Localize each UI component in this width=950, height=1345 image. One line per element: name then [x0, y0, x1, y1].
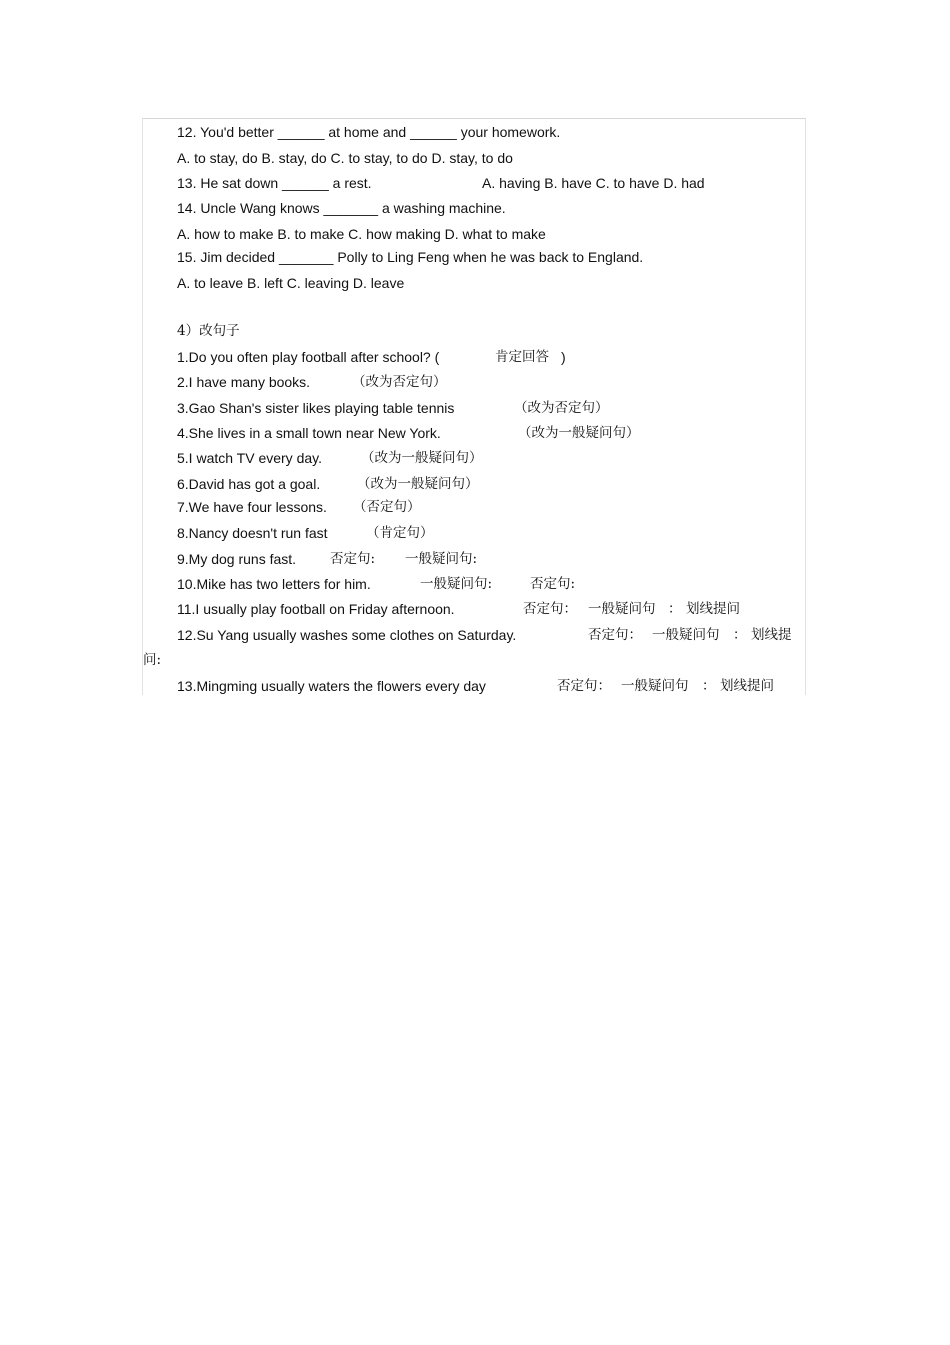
section-title: 4）改句子 [177, 323, 240, 339]
sentence-5: 5.I watch TV every day. [177, 450, 322, 466]
question-13-options: A. having B. have C. to have D. had [482, 175, 705, 191]
sentence-6-hint: （改为一般疑问句） [357, 476, 479, 492]
question-15-options: A. to leave B. left C. leaving D. leave [177, 275, 405, 291]
sentence-11-question: 一般疑问句 [588, 601, 656, 617]
sentence-12-question: 一般疑问句 [652, 627, 720, 643]
sentence-2-hint: （改为否定句） [352, 374, 447, 390]
sentence-8: 8.Nancy doesn't run fast [177, 525, 328, 541]
sentence-8-hint: （肯定句） [366, 525, 434, 541]
sentence-9: 9.My dog runs fast. [177, 551, 297, 567]
sentence-11-sep: ： [668, 601, 682, 617]
sentence-10: 10.Mike has two letters for him. [177, 576, 371, 592]
sentence-10-question: 一般疑问句: [420, 576, 493, 592]
sentence-4: 4.She lives in a small town near New York. [177, 425, 441, 441]
sentence-6: 6.David has got a goal. [177, 476, 321, 492]
sentence-13: 13.Mingming usually waters the flowers every day [177, 678, 486, 694]
sentence-7-hint: （否定句） [353, 499, 421, 515]
sentence-4-hint: （改为一般疑问句） [518, 425, 640, 441]
sentence-13-wh: 划线提问 [720, 678, 774, 694]
sentence-7: 7.We have four lessons. [177, 499, 327, 515]
sentence-13-sep: ： [702, 678, 716, 694]
sentence-2: 2.I have many books. [177, 374, 311, 390]
sentence-3: 3.Gao Shan's sister likes playing table tennis [177, 400, 455, 416]
question-13: 13. He sat down ______ a rest. [177, 175, 372, 191]
sentence-10-negative: 否定句: [530, 576, 576, 592]
sentence-12-sep: ： [733, 627, 747, 643]
sentence-13-negative: 否定句： [557, 678, 611, 694]
sentence-11-negative: 否定句： [523, 601, 577, 617]
sentence-12: 12.Su Yang usually washes some clothes on Saturday. [177, 627, 517, 643]
sentence-9-question: 一般疑问句: [405, 551, 478, 567]
sentence-11: 11.I usually play football on Friday afternoon. [177, 601, 455, 617]
question-12: 12. You'd better ______ at home and ______ your homework. [177, 124, 561, 140]
sentence-3-hint: （改为否定句） [514, 400, 609, 416]
sentence-9-negative: 否定句: [330, 551, 376, 567]
question-14: 14. Uncle Wang knows _______ a washing machine. [177, 200, 506, 216]
sentence-1-hint: 肯定回答 [495, 349, 549, 365]
sentence-1-close: ) [561, 349, 566, 365]
sentence-5-hint: （改为一般疑问句） [361, 450, 483, 466]
sentence-13-question: 一般疑问句 [621, 678, 689, 694]
question-14-options: A. how to make B. to make C. how making D. what to make [177, 226, 546, 242]
sentence-12-negative: 否定句： [588, 627, 642, 643]
sentence-12-wrap: 问: [143, 652, 162, 668]
question-15: 15. Jim decided _______ Polly to Ling Feng when he was back to England. [177, 249, 644, 265]
sentence-11-wh: 划线提问 [686, 601, 740, 617]
sentence-1: 1.Do you often play football after school? ( [177, 349, 440, 365]
question-12-options: A. to stay, do B. stay, do C. to stay, to do D. stay, to do [177, 150, 513, 166]
sentence-12-wh: 划线提 [751, 627, 792, 643]
